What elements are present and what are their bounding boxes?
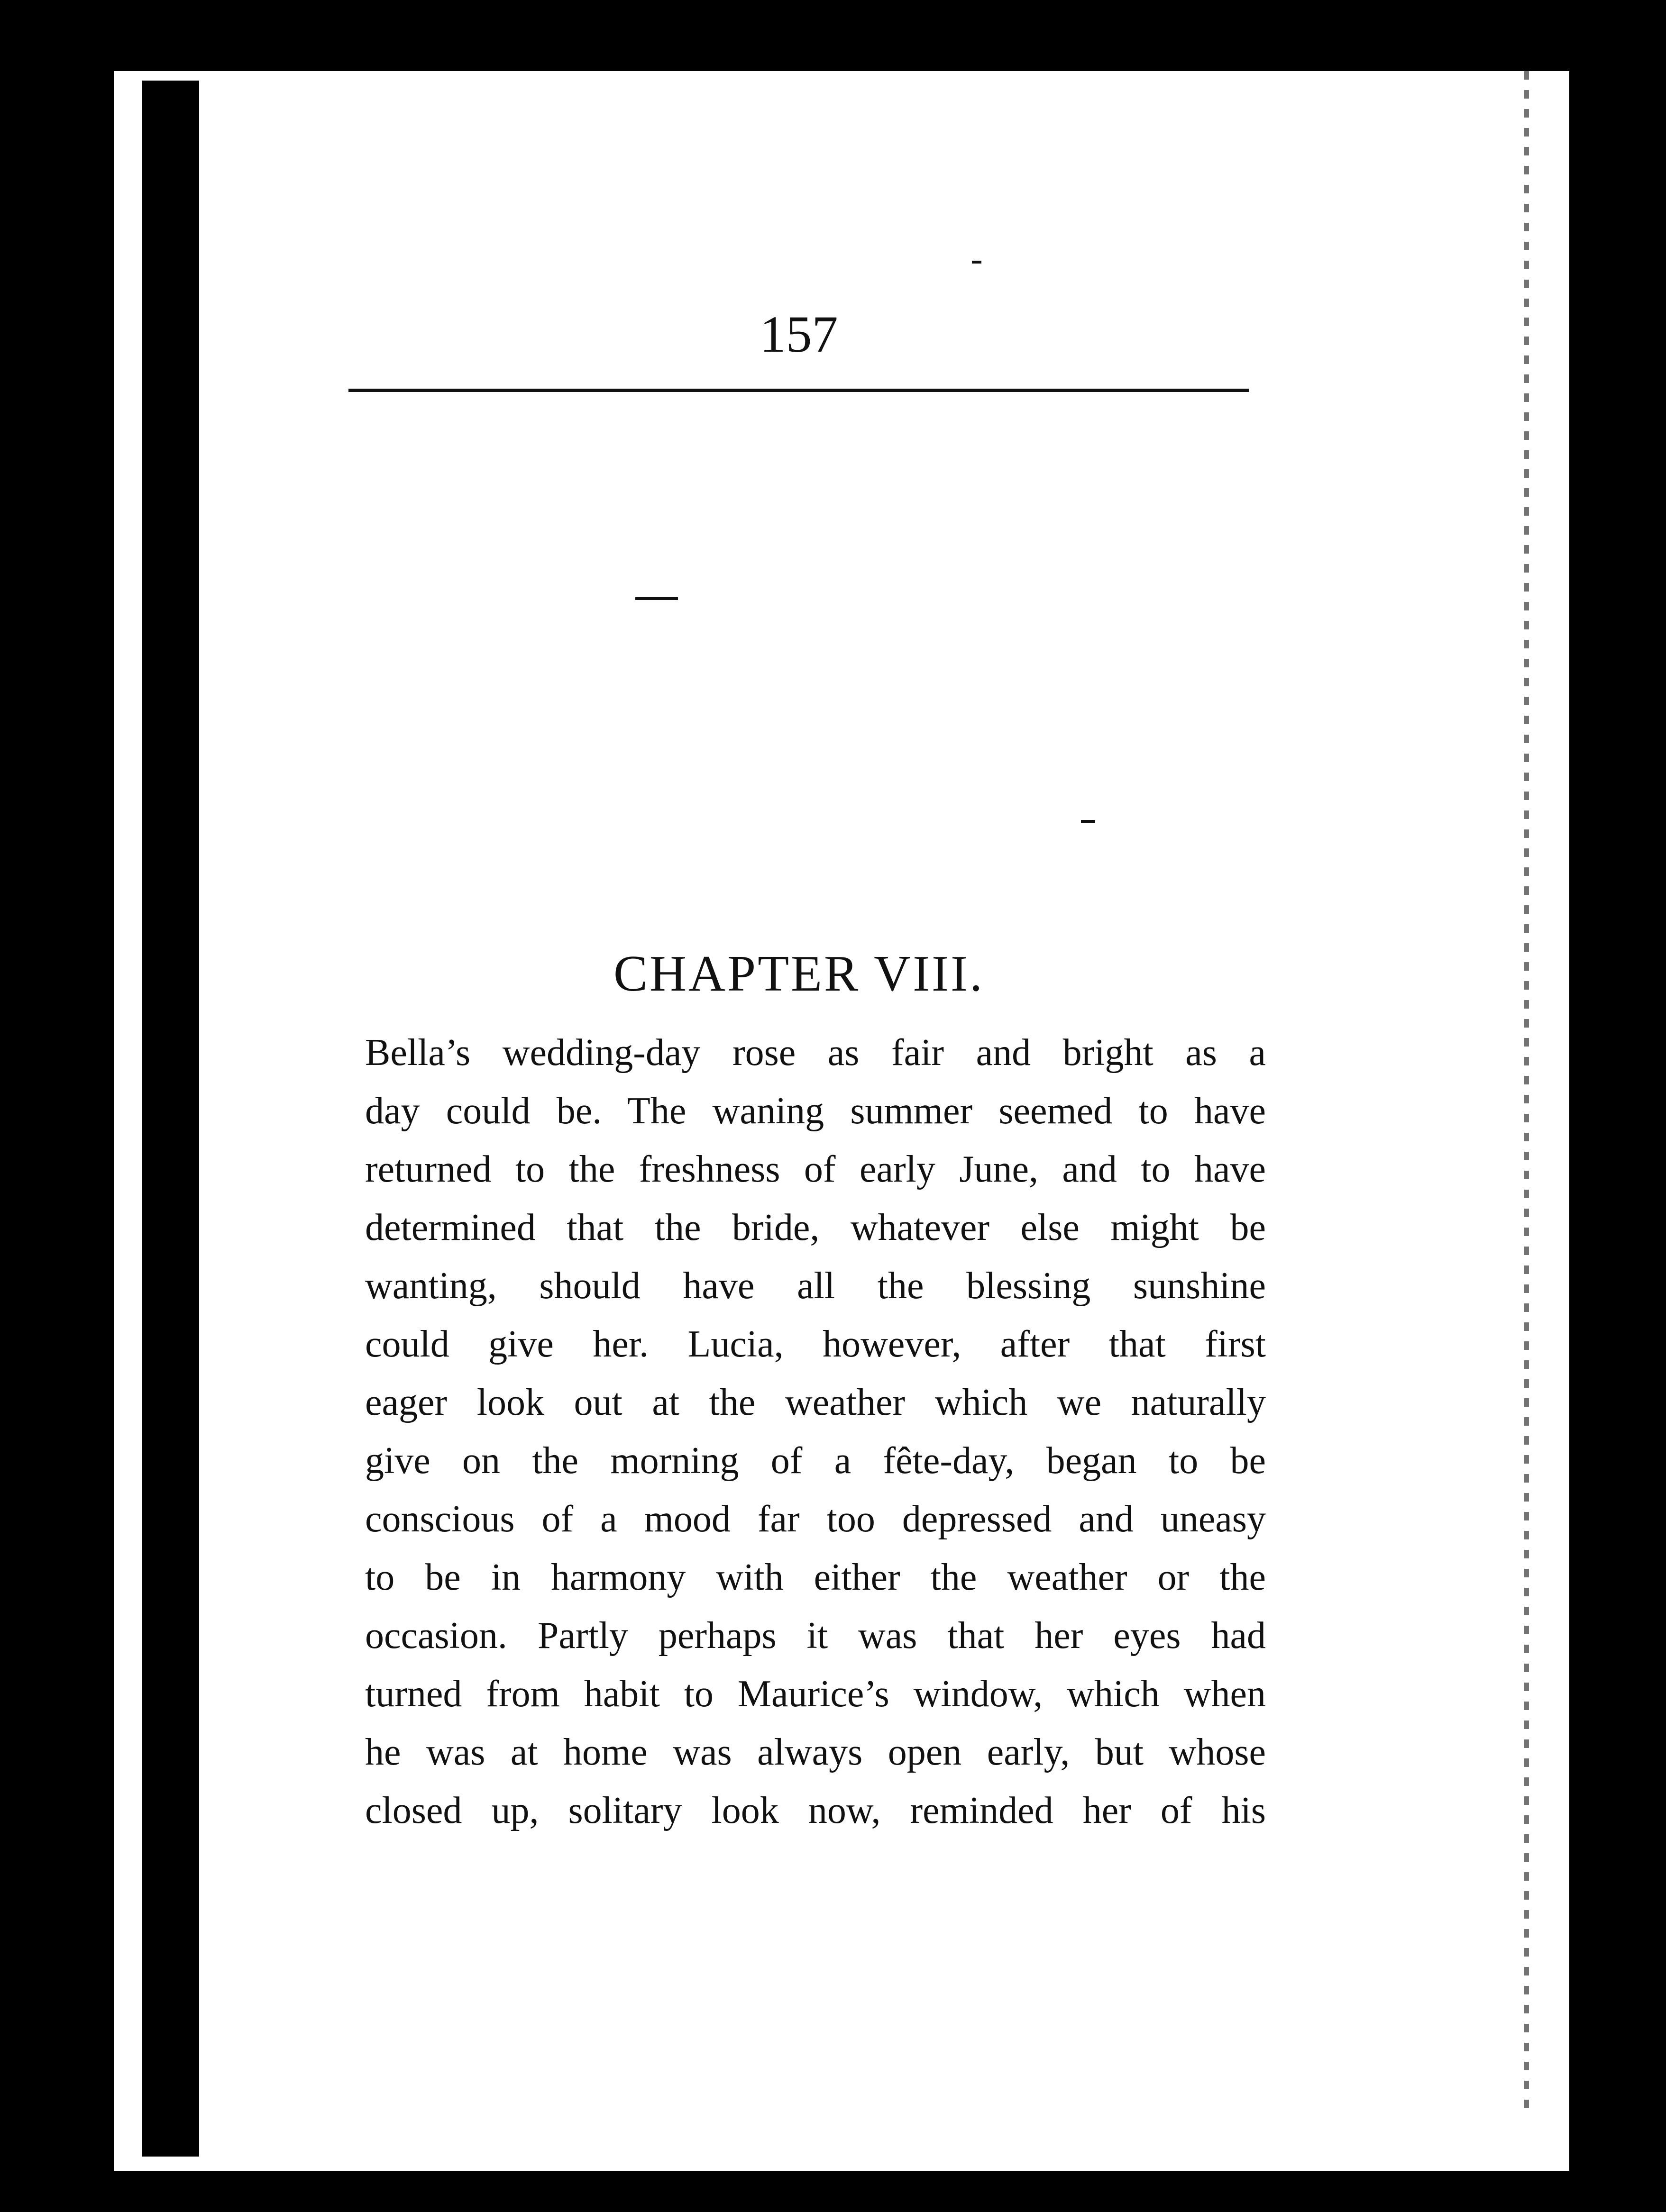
text-line: day could be. The waning summer seemed to have [365,1090,1266,1132]
text-line: turned from habit to Maurice’s window, which when [365,1673,1266,1715]
text-line: returned to the freshness of early June, and to have [365,1148,1266,1190]
body-text [365,1024,1266,1840]
book-gutter [142,81,199,2157]
header-rule [348,389,1249,392]
text-line: occasion. Partly perhaps it was that her eyes had [365,1615,1266,1657]
text-line: wanting, should have all the blessing sunshine [365,1265,1266,1307]
text-line: eager look out at the weather which we naturally [365,1382,1266,1423]
ink-speck [972,261,981,264]
text-line: determined that the bride, whatever else might be [365,1207,1266,1248]
page-number: 157 [760,305,838,363]
text-line: closed up, solitary look now, reminded her of his [365,1790,1266,1831]
text-line: conscious of a mood far too depressed and uneasy [365,1498,1266,1540]
text-line: to be in harmony with either the weather or the [365,1557,1266,1598]
text-line: he was at home was always open early, but whose [365,1731,1266,1773]
ink-speck [1081,820,1095,823]
text-line: give on the morning of a fête-day, began to be [365,1440,1266,1482]
text-line: could give her. Lucia, however, after that first [365,1323,1266,1365]
chapter-heading: CHAPTER VIII. [613,946,984,1002]
page-edge [1524,71,1529,2109]
ink-speck [635,597,678,600]
text-line: Bella’s wedding-day rose as fair and bright as a [365,1032,1266,1074]
running-head [348,294,1249,403]
